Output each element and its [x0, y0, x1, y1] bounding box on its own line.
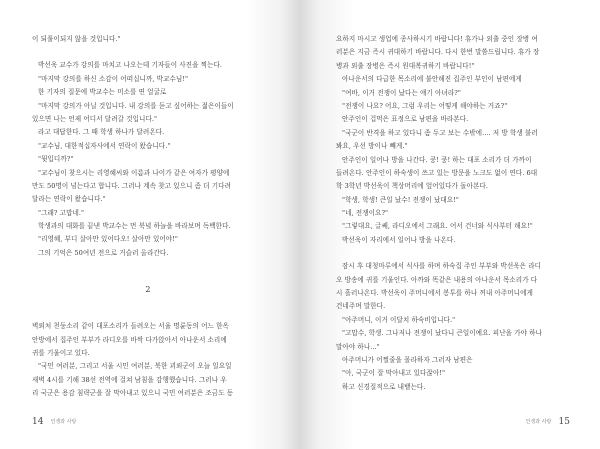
- right-page: [300, 0, 600, 449]
- text-line: 시 흘러나온다. 박선욱이 주머니에서 봉투를 하나 꺼내 아주머니에게: [336, 289, 533, 298]
- text-line: 들려온다. 안주인이 하숙생이 쓰고 있는 방문을 노크도 없이 연다. 6대: [336, 168, 538, 177]
- text-line: 러분은 지금 즉시 귀대하기 바랍니다. 다시 한번 말씀드립니다. 휴가 장: [336, 48, 540, 57]
- text-line: "네, 전쟁이요?": [342, 209, 389, 218]
- text-line: 박선욱이 자리에서 일어나 방을 나온다.: [342, 235, 456, 244]
- text-line: 오 방송에 귀를 기울인다. 아까와 똑같은 내용의 아나운서 목소리가 다: [336, 275, 538, 284]
- text-line: 만도 50명이 넘는다고 합니다. 그러나 계속 찾고 있으니 좀 더 기다려: [32, 181, 232, 190]
- text-line: 안방에서 집주인 부부가 라디오를 바싹 다가앉아서 아나운서 소리에: [32, 335, 227, 344]
- text-line: 학생과의 대화를 끝낸 박교수는 먼 북녘 하늘을 바라보며 독백한다.: [38, 222, 231, 231]
- text-line: 아주머니가 어쩔줄을 몰라하자 그러자 남편은: [342, 355, 473, 364]
- text-line: 벽뢰처 천둥소리 같이 대포소리가 들려오는 서울 명륜동의 어느 한옥: [32, 322, 229, 331]
- text-line: "아, 국군이 잘 막아내고 있다잖아!": [342, 369, 446, 378]
- text-line: 안주인이 일어나 방을 나간다. 쿵! 쿵! 하는 대포 소리가 더 가까이: [342, 155, 532, 164]
- text-line: "리영혜, 부디 살아만 있어다오! 살아만 있어야!": [38, 235, 178, 244]
- text-line: 리 국군은 용감 침략군을 잘 막아내고 있으니 국민 여러분은 조금도 동: [32, 389, 234, 398]
- text-line: "뭣입디까?": [38, 155, 74, 164]
- page-number: 14: [32, 417, 44, 427]
- running-title: 인생과 사랑: [525, 419, 552, 425]
- section-gap: [32, 298, 264, 320]
- text-line: 라고 대답한다. 그 때 학생 하나가 달려온다.: [38, 128, 165, 137]
- text-line: 안주인이 겁먹은 표정으로 남편을 바라본다.: [342, 115, 469, 124]
- text-line: "그렇대요, 글쎄, 라디오에서 그래요. 어서 건너와 식사부터 해요!": [342, 222, 533, 231]
- text-line: "마지막 강의를 하신 소감이 어떠십니까, 박교수님!": [38, 74, 189, 83]
- text-line: "교수님, 대한적십자사에서 연락이 왔습니다.": [38, 141, 171, 150]
- text-line: 아나운서의 다급한 목소리에 불안해진 집주인 부인이 남편에게: [342, 75, 522, 84]
- text-line: 달라는 연락이 왔습니다.": [32, 195, 106, 204]
- text-line: 이 되풀이되지 않을 것입니다.": [32, 35, 121, 43]
- text-line: 말아야 하나...": [336, 342, 380, 351]
- text-line: "국민 여러분, 그리고 서울 시민 여러분, 북한 괴뢰군이 오늘 일요일: [38, 362, 232, 371]
- page-number: 15: [558, 417, 570, 427]
- left-page-body: [32, 33, 264, 401]
- chapter-number: 2: [145, 285, 151, 295]
- paragraph-gap: [32, 46, 264, 59]
- text-line: 학 3학년 박선욱이 책상머리에 엎어있다가 돌아본다.: [336, 182, 488, 191]
- text-line: "교수님이 찾으시는 리영혜씨와 이름과 나이가 같은 여자가 평양에: [38, 168, 230, 177]
- text-line: "전쟁이 나요? 어요, 그럼 우리는 어떻게 해야하는 거죠?": [342, 101, 508, 110]
- section-gap: [32, 260, 264, 282]
- text-line: "여바, 이거 전쟁이 났다는 얘기 아녀라?": [342, 88, 461, 97]
- text-line: 있으면 나는 언제 어디서 달려갈 것입니다.": [32, 114, 158, 123]
- text-line: "그래? 고맙네.": [38, 208, 85, 217]
- text-line: 잠시 후 대청마루에서 식사를 하며 하숙집 주인 부부와 박선욱은 라디: [342, 262, 542, 271]
- text-line: "학생, 학생! 큰일 났수! 전쟁이 났대요!": [342, 195, 460, 204]
- text-line: 그의 기억은 50여년 전으로 거슬러 올라간다.: [38, 248, 169, 257]
- text-line: "고맙수, 학생. 그나저나 전쟁이 났다니 큰일이예요. 피난을 가야 하나: [342, 329, 543, 338]
- paragraph-gap: [336, 247, 542, 260]
- text-line: "국군이 반격을 하고 있다니 좀 두고 보는 수밖에.... 저 방 학생 불러: [342, 128, 538, 137]
- right-folio: [521, 417, 570, 427]
- text-line: "아주머니, 이거 이달치 하숙비입니다.": [342, 315, 456, 324]
- text-line: 병과 외출 장병은 즉시 원대복귀하기 바랍니다!": [336, 61, 475, 70]
- right-page-body: [336, 33, 542, 394]
- text-line: 하고 신경질적으로 내뱉는다.: [342, 382, 426, 391]
- text-line: 박선욱 교수가 강의를 마치고 나오는데 기자들이 사진을 찍는다.: [38, 61, 223, 70]
- text-line: 귀를 기울이고 있다.: [32, 349, 90, 358]
- text-line: 건네주며 말한다.: [336, 302, 386, 311]
- text-line: 새벽 4시를 기해 38선 전역에 걸쳐 남침을 감행했습니다. 그러나 우: [32, 375, 227, 384]
- text-line: 요하지 마시고 생업에 종사하시기 바랍니다! 휴가나 외출 중인 장병 여: [336, 35, 538, 43]
- left-folio: [32, 417, 81, 427]
- text-line: 봐요, 우선 방이나 빼게.": [336, 142, 408, 151]
- running-title: 인생과 사랑: [50, 419, 77, 425]
- text-line: "마지막 강의가 아닐 것입니다. 내 강의를 듣고 싶어하는 젊은이들이: [38, 101, 234, 110]
- text-line: 한 기자의 질문에 박교수는 미소를 띤 얼굴로: [38, 88, 167, 97]
